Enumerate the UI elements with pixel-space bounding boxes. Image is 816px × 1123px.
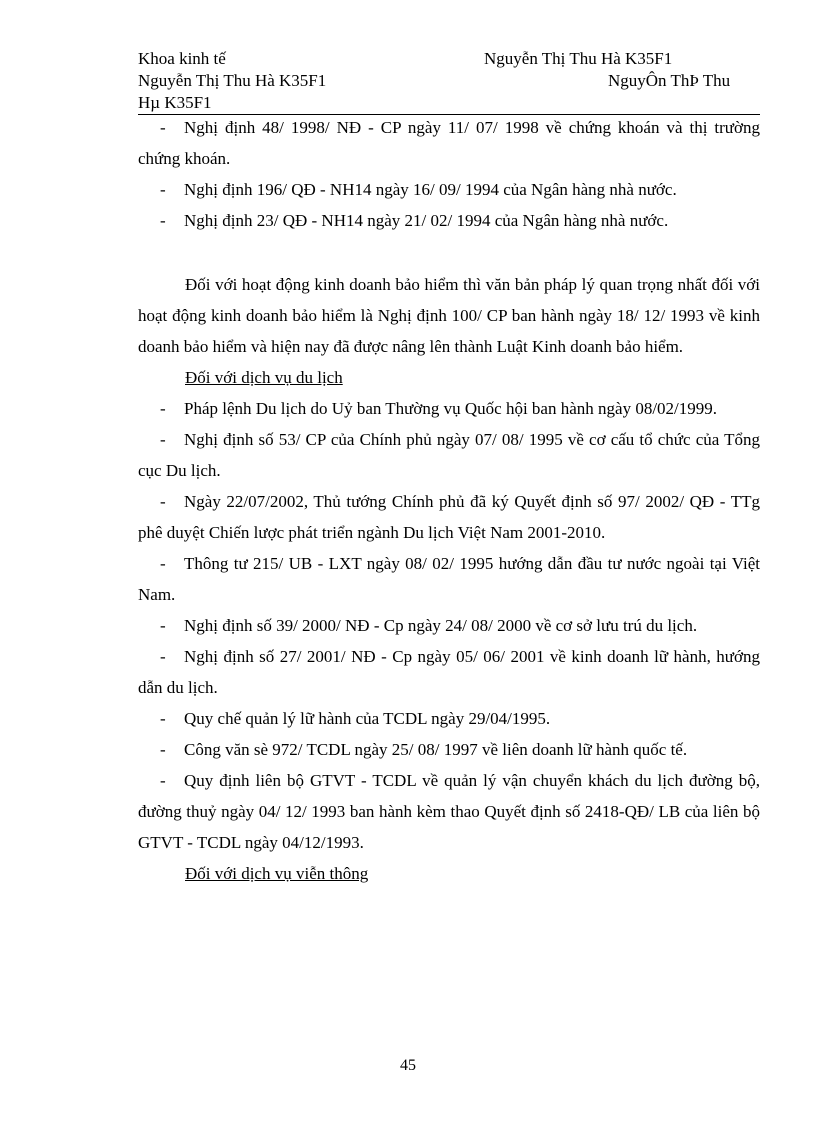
list-item-text: Nghị định số 39/ 2000/ NĐ - Cp ngày 24/ 08/ 2000 về cơ sở lưu trú du lịch. [184,616,698,635]
list-item-text: Ngày 22/07/2002, Thủ tướng Chính phủ đã ký Quyết định số 97/ 2002/ QĐ - TTg phê duyệt Chiến lược phát triển ngành Du lịch Việt Nam 2001-2010. [138,492,760,542]
list-item-text: Công văn sè 972/ TCDL ngày 25/ 08/ 1997 về liên doanh lữ hành quốc tế. [184,740,688,759]
list-item [138,174,760,205]
header-author-garbled: NguyÔn ThÞ Thu [608,71,731,90]
page-number: 45 [400,1057,416,1074]
list-item-text: Quy chế quản lý lữ hành của TCDL ngày 29/04/1995. [184,709,551,728]
header-author: Nguyễn Thị Thu Hà K35F1 [484,49,673,68]
bullet-dash: - [160,430,166,449]
header-author-repeat: Nguyễn Thị Thu Hà K35F1 [138,71,327,90]
list-item-text: Nghị định số 27/ 2001/ NĐ - Cp ngày 05/ 06/ 2001 về kinh doanh lữ hành, hướng dẫn du lịch. [138,647,760,697]
bullet-dash: - [160,399,166,418]
paragraph: Đối với hoạt động kinh doanh bảo hiểm thì văn bản pháp lý quan trọng nhất đối với hoạt động kinh doanh bảo hiểm là Nghị định 100/ CP ban hành ngày 18/ 12/ 1993 về kinh doanh bảo hiểm và hiện nay đã được nâng lên thành Luật Kinh doanh bảo hiểm. [138,275,760,356]
list-item-text: Thông tư 215/ UB - LXT ngày 08/ 02/ 1995 hướng dẫn đầu tư nước ngoài tại Việt Nam. [138,554,760,604]
list-item [138,641,760,703]
bullet-dash: - [160,492,166,511]
list-item-text: Quy định liên bộ GTVT - TCDL về quản lý vận chuyển khách du lịch đường bộ, đường thuỷ ngày 04/ 12/ 1993 ban hành kèm thao Quyết định số 2418-QĐ/ LB của liên bộ GTVT - TCDL ngày 04/12/1993. [138,771,760,852]
list-item [138,734,760,765]
section-heading: Đối với dịch vụ viễn thông [185,864,369,883]
list-item [138,205,760,236]
list-item-text: Pháp lệnh Du lịch do Uỷ ban Thường vụ Quốc hội ban hành ngày 08/02/1999. [184,399,718,418]
bullet-dash: - [160,647,166,666]
bullet-dash: - [160,180,166,199]
header-author-garbled-cont: Hµ K35F1 [138,93,212,112]
list-item [138,424,760,486]
list-item [138,112,760,174]
bullet-dash: - [160,709,166,728]
bullet-dash: - [160,118,166,137]
list-item [138,610,760,641]
list-item-text: Nghị định 48/ 1998/ NĐ - CP ngày 11/ 07/ 1998 về chứng khoán và thị trường chứng khoán. [138,118,760,168]
bullet-dash: - [160,211,166,230]
list-item [138,486,760,548]
paragraph-gap [138,236,760,269]
bullet-dash: - [160,771,166,790]
bullet-dash: - [160,554,166,573]
list-item [138,765,760,858]
list-item [138,703,760,734]
list-item-text: Nghị định 196/ QĐ - NH14 ngày 16/ 09/ 1994 của Ngân hàng nhà nước. [184,180,677,199]
bullet-dash: - [160,740,166,759]
list-item [138,393,760,424]
document-body [138,112,760,889]
list-item [138,548,760,610]
bullet-dash: - [160,616,166,635]
header-faculty: Khoa kinh tế [138,49,226,68]
section-heading: Đối với dịch vụ du lịch [185,368,343,387]
list-item-text: Nghị định số 53/ CP của Chính phủ ngày 07/ 08/ 1995 về cơ cấu tổ chức của Tổng cục Du lịch. [138,430,760,480]
list-item-text: Nghị định 23/ QĐ - NH14 ngày 21/ 02/ 1994 của Ngân hàng nhà nước. [184,211,669,230]
